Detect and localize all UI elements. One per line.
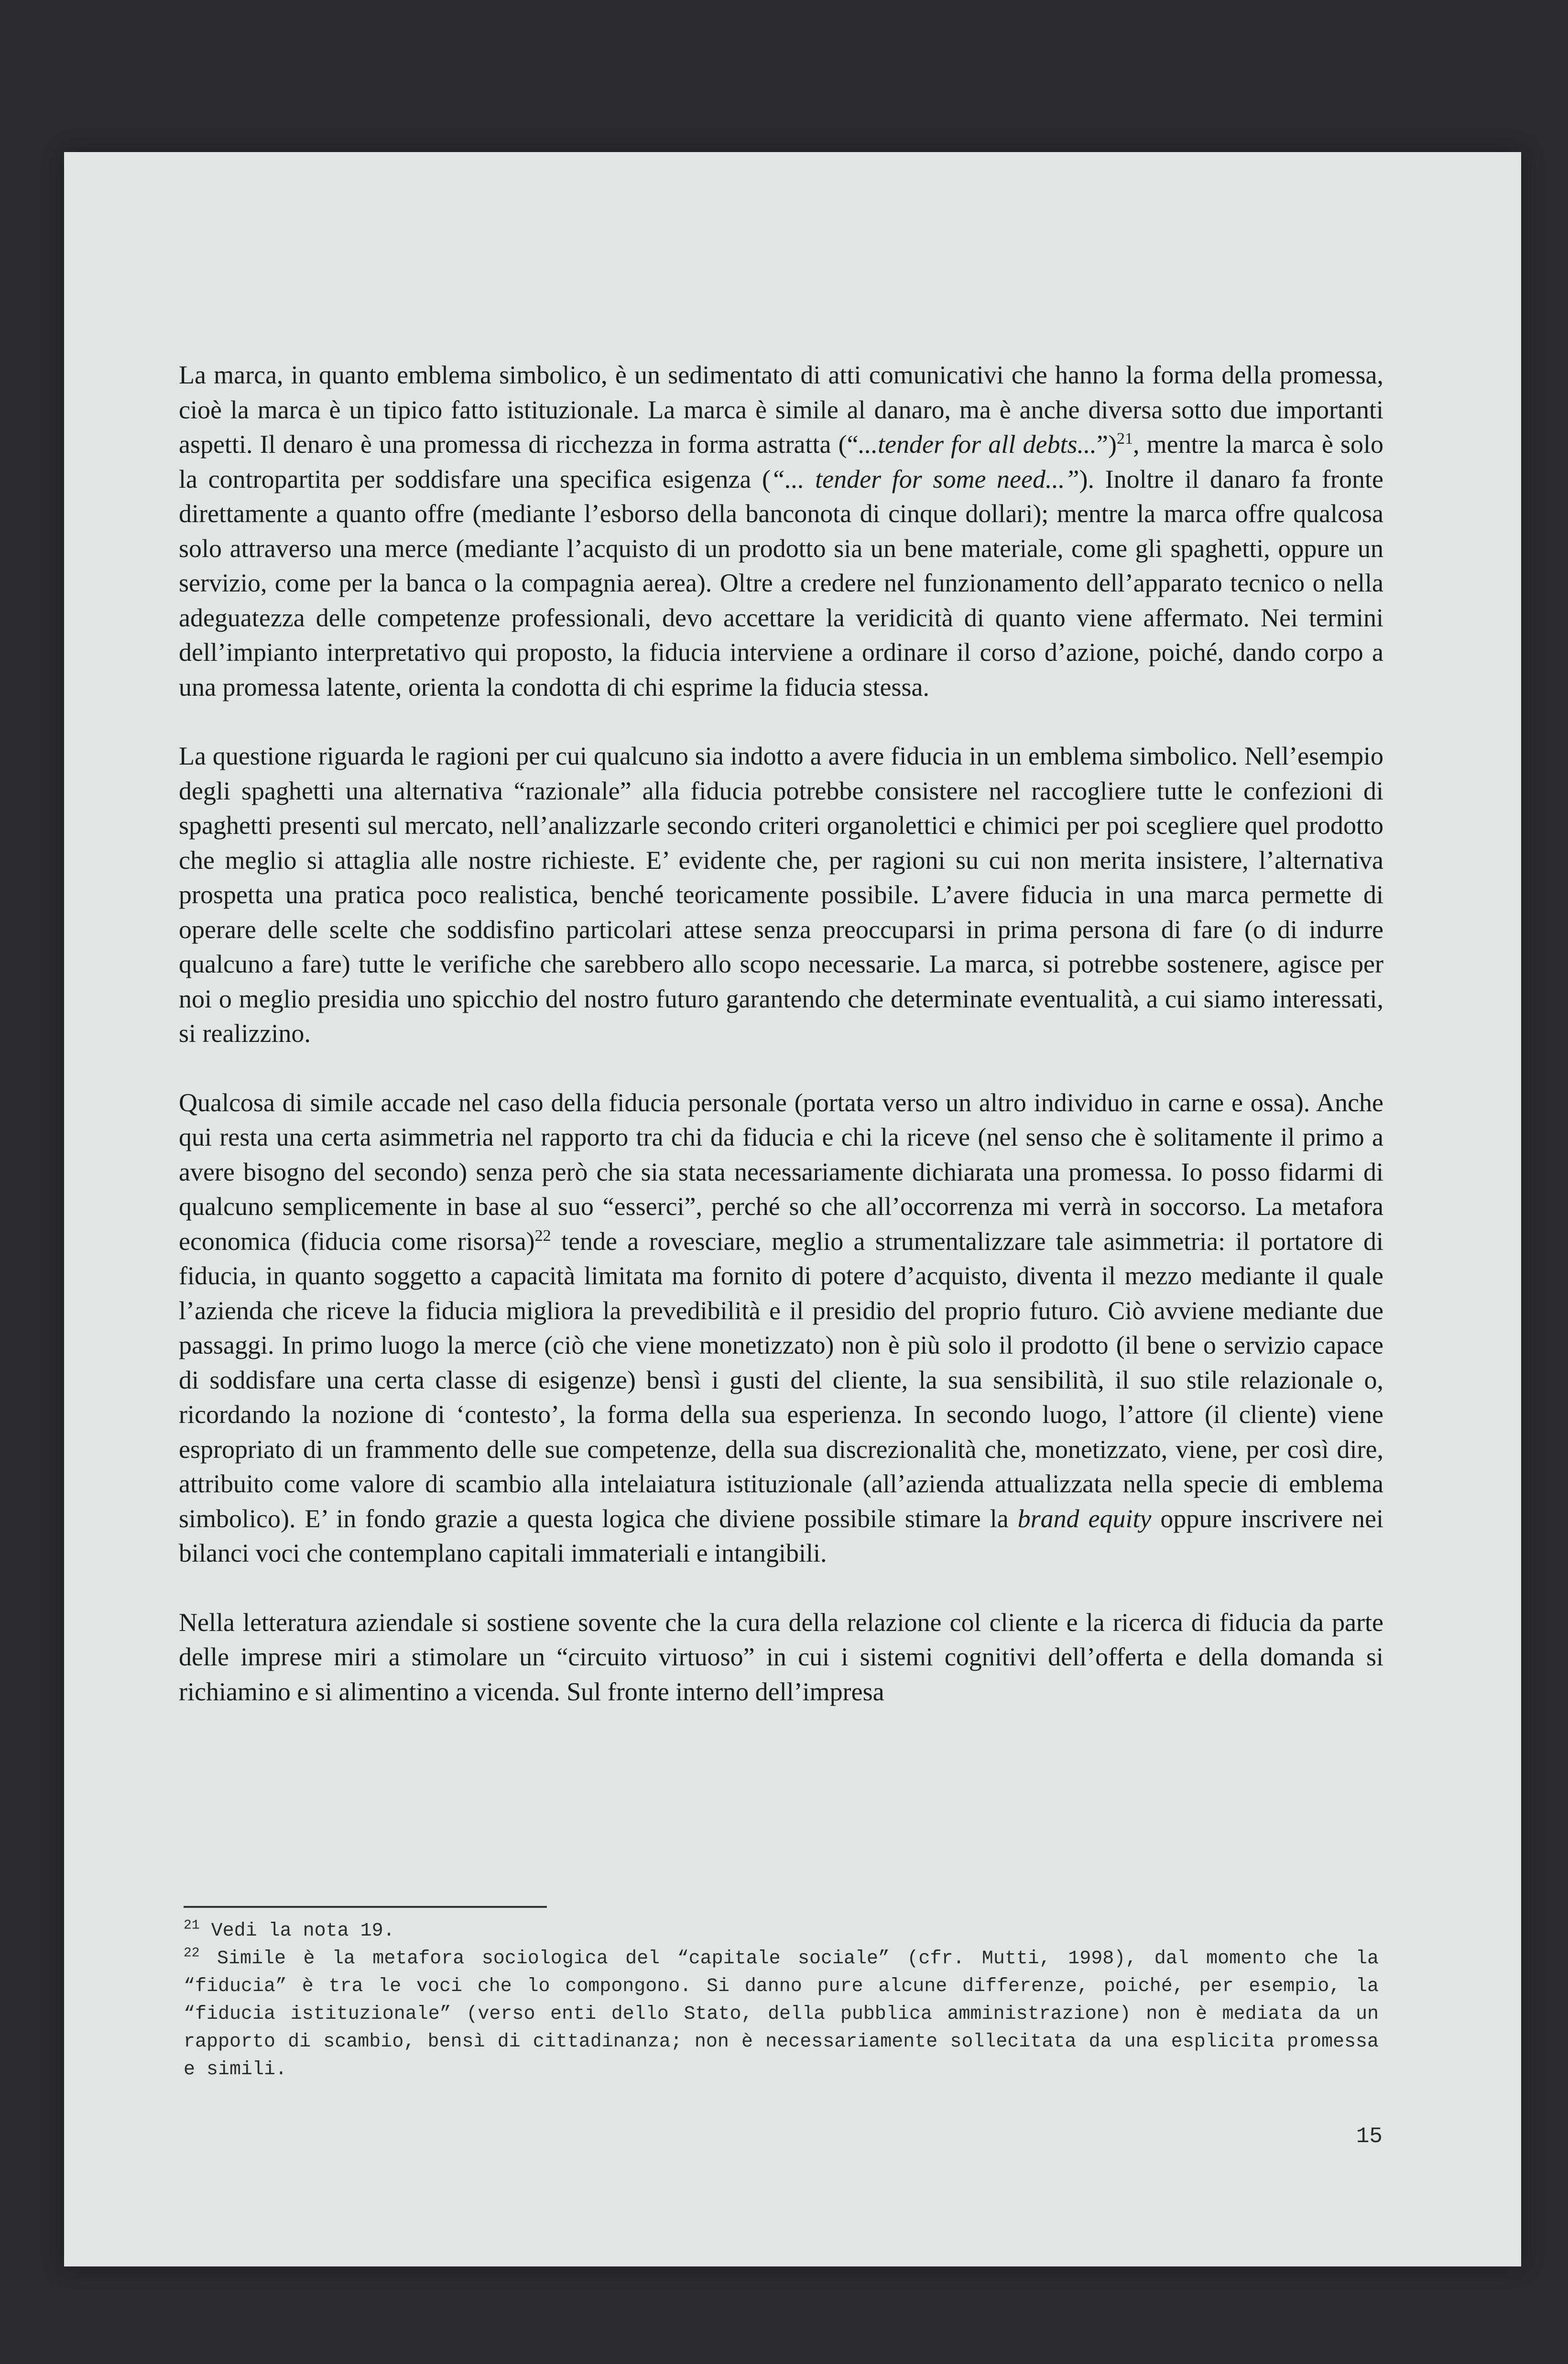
paragraph-1-close-quote: ”) (1097, 430, 1117, 459)
paragraph-3-part-3: oppure inscrivere nei bilanci voci che contemplano capitali immateriali e intangibili. (179, 1504, 1384, 1567)
footnote-21 (184, 1917, 1379, 1945)
paragraph-1-part-3: ). Inoltre il danaro fa fronte direttamente a quanto offre (mediante l’esborso della banconota di cinque dollari); mentre la marca offre qualcosa solo attraverso una merce (mediante l’acquisto di un prodotto sia un bene materiale, come gli spaghetti, oppure un servizio, come per la banca o la compagnia aerea). Oltre a credere nel funzionamento dell’apparato tecnico o nella adeguatezza delle competenze professionali, devo accettare la veridicità di quanto viene affermato. Nei termini dell’impianto interpretativo qui proposto, la fiducia interviene a ordinare il corso d’azione, poiché, dando corpo a una promessa latente, orienta la condotta di chi esprime la fiducia stessa. (179, 464, 1383, 701)
footnote-text-21: Vedi la nota 19. (199, 1920, 395, 1942)
paragraph-2: La questione riguarda le ragioni per cui qualcuno sia indotto a avere fiducia in un emblema simbolico. Nell’esempio degli spaghetti una alternativa “razionale” alla fiducia potrebbe consistere nel raccogliere tutte le confezioni di spaghetti presenti sul mercato, nell’analizzarle secondo criteri organolettici e chimici per poi scegliere quel prodotto che meglio si attaglia alle nostre richieste. E’ evidente che, per ragioni su cui non merita insistere, l’alternativa prospetta una pratica poco realistica, benché teoricamente possibile. L’avere fiducia in una marca permette di operare delle scelte che soddisfino particolari attese senza preoccuparsi in prima persona di fare (o di indurre qualcuno a fare) tutte le verifiche che sarebbero allo scopo necessarie. La marca, si potrebbe sostenere, agisce per noi o meglio presidia uno spicchio del nostro futuro garantendo che determinate eventualità, a cui siamo interessati, si realizzino. (179, 742, 1383, 1048)
paragraph-1-italic-2: “... tender for some need...” (770, 464, 1079, 493)
page-number: 15 (1356, 2124, 1383, 2149)
paragraph-3-part-2: tende a rovesciare, meglio a strumentalizzare tale asimmetria: il portatore di fiducia, in quanto soggetto a capacità limitata ma fornito di potere d’acquisto, diventa il mezzo mediante il quale l’azienda che riceve la fiducia migliora la prevedibilità e il presidio del proprio futuro. Ciò avviene mediante due passaggi. In primo luogo la merce (ciò che viene monetizzato) non è più solo il prodotto (il bene o servizio capace di soddisfare una certa classe di esigenze) bensì i gusti del cliente, la sua sensibilità, il suo stile relazionale o, ricordando la nozione di ‘contesto’, la forma della sua esperienza. In secondo luogo, l’attore (il cliente) viene espropriato di un frammento delle sue competenze, della sua discrezionalità che, monetizzato, viene, per così dire, attribuito come valore di scambio alla intelaiatura istituzionale (all’azienda attualizzata nella specie di emblema simbolico). E’ in fondo grazie a questa logica che diviene possibile stimare la (179, 1226, 1384, 1533)
footnote-ref-22[interactable]: 22 (534, 1226, 551, 1245)
footnote-text-22: Simile è la metafora sociologica del “capitale sociale” (cfr. Mutti, 1998), dal momento che la “fiducia” è tra le voci che lo compongono. Si danno pure alcune differenze, poiché, per esempio, la “fiducia istituzionale” (verso enti dello Stato, della pubblica amministrazione) non è mediata da un rapporto di scambio, bensì di cittadinanza; non è necessariamente sollecitata da una esplicita promessa e simili. (184, 1948, 1379, 2080)
footnote-number-21: 21 (184, 1918, 200, 1933)
footnote-22 (184, 1945, 1379, 2084)
document-page (64, 152, 1521, 2266)
paragraph-1 (179, 358, 1383, 704)
body-text (179, 358, 1383, 1743)
paragraph-1-part-1: La marca, in quanto emblema simbolico, è un sedimentato di atti comunicativi che hanno la forma della promessa, cioè la marca è un tipico fatto istituzionale. La marca è simile al danaro, ma è anche diversa sotto due importanti aspetti. Il denaro è una promessa di ricchezza in forma astratta (“ (179, 361, 1383, 459)
paragraph-3-italic: brand equity (1017, 1504, 1152, 1533)
paragraph-1-part-2: , mentre la marca è solo la contropartita per soddisfare una specifica esigenza ( (179, 430, 1383, 493)
footnote-ref-21[interactable]: 21 (1116, 430, 1133, 448)
paragraph-3 (179, 1085, 1383, 1571)
footnote-divider (184, 1906, 547, 1908)
paragraph-4: Nella letteratura aziendale si sostiene sovente che la cura della relazione col cliente e la ricerca di fiducia da parte delle imprese miri a stimolare un “circuito virtuoso” in cui i sistemi cognitivi dell’offerta e della domanda si richiamino e si alimentino a vicenda. Sul fronte interno dell’impresa (179, 1608, 1383, 1706)
footnotes (184, 1917, 1379, 2084)
paragraph-3-part-1: Qualcosa di simile accade nel caso della fiducia personale (portata verso un altro individuo in carne e ossa). Anche qui resta una certa asimmetria nel rapporto tra chi da fiducia e chi la riceve (nel senso che è solitamente il primo a avere bisogno del secondo) senza però che sia stata necessariamente dichiarata una promessa. Io posso fidarmi di qualcuno semplicemente in base al suo “esserci”, perché so che all’occorrenza mi verrà in soccorso. La metafora economica (fiducia come risorsa) (179, 1088, 1383, 1256)
footnote-number-22: 22 (184, 1946, 200, 1961)
paragraph-1-italic-1: ...tender for all debts... (858, 430, 1097, 459)
